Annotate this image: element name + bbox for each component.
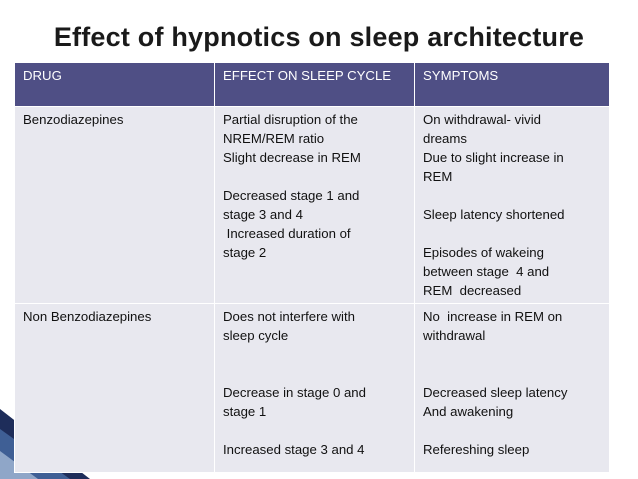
page-title: Effect of hypnotics on sleep architecture — [53, 22, 585, 52]
cell-line: stage 2 — [223, 245, 267, 260]
cell-line: Due to slight increase in — [423, 150, 564, 165]
effect-cell — [215, 107, 415, 304]
header-effect: EFFECT ON SLEEP CYCLE — [215, 63, 415, 107]
cell-line: Episodes of wakeing — [423, 245, 544, 260]
cell-line: stage 3 and 4 — [223, 207, 303, 222]
cell-line: Refereshing sleep — [423, 442, 530, 457]
header-drug: DRUG — [15, 63, 215, 107]
paragraph-gap — [423, 421, 601, 440]
table-header-row — [15, 63, 610, 107]
cell-line: No increase in REM on — [423, 309, 563, 324]
paragraph-gap — [423, 345, 601, 364]
hypnotics-table — [14, 62, 610, 473]
table-row — [15, 304, 610, 473]
paragraph-gap — [423, 364, 601, 383]
cell-line: withdrawal — [423, 328, 486, 343]
cell-line: Slight decrease in REM — [223, 150, 361, 165]
cell-line: Does not interfere with — [223, 309, 355, 324]
paragraph-gap — [223, 167, 406, 186]
cell-line: REM decreased — [423, 283, 522, 298]
drug-cell: Benzodiazepines — [15, 107, 215, 304]
cell-line: stage 1 — [223, 404, 267, 419]
cell-line: Decrease in stage 0 and — [223, 385, 366, 400]
cell-line: Sleep latency shortened — [423, 207, 565, 222]
cell-line: between stage 4 and — [423, 264, 550, 279]
paragraph-gap — [423, 186, 601, 205]
paragraph-gap — [223, 364, 406, 383]
cell-line: And awakening — [423, 404, 514, 419]
cell-line: Decreased stage 1 and — [223, 188, 360, 203]
cell-line: Increased stage 3 and 4 — [223, 442, 365, 457]
symptoms-cell — [415, 304, 610, 473]
table-row — [15, 107, 610, 304]
cell-line: Increased duration of — [223, 226, 351, 241]
header-symptoms: SYMPTOMS — [415, 63, 610, 107]
cell-line: REM — [423, 169, 453, 184]
paragraph-gap — [223, 345, 406, 364]
cell-line: Partial disruption of the — [223, 112, 358, 127]
effect-cell — [215, 304, 415, 473]
cell-line: On withdrawal- vivid — [423, 112, 541, 127]
cell-line: NREM/REM ratio — [223, 131, 325, 146]
cell-line: dreams — [423, 131, 467, 146]
paragraph-gap — [423, 224, 601, 243]
cell-line: sleep cycle — [223, 328, 289, 343]
symptoms-cell — [415, 107, 610, 304]
cell-line: Decreased sleep latency — [423, 385, 568, 400]
paragraph-gap — [223, 421, 406, 440]
drug-cell: Non Benzodiazepines — [15, 304, 215, 473]
